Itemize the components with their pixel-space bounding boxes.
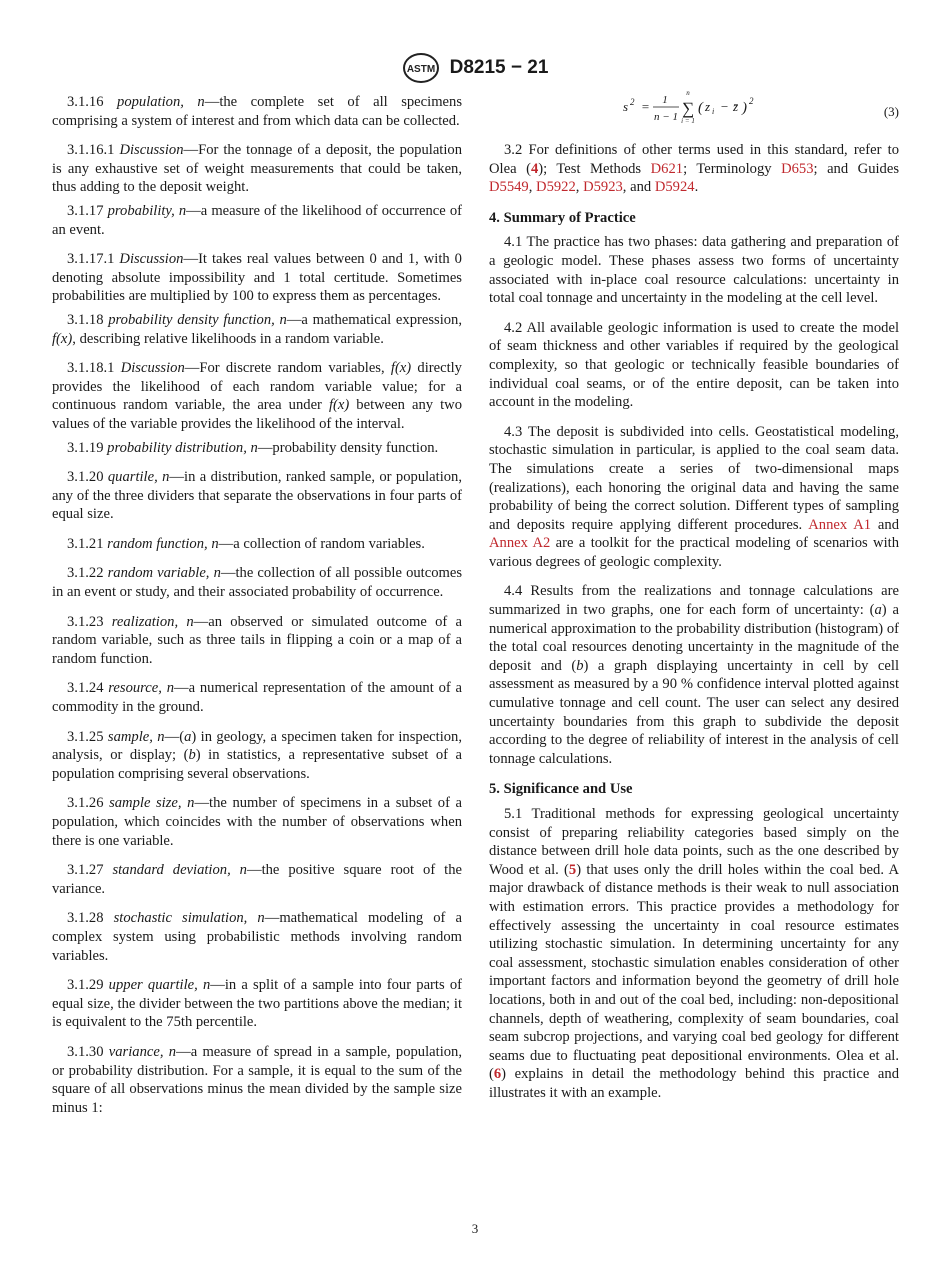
logo-text: ASTM	[406, 64, 435, 75]
definition-resource: 3.1.24 resource, n—a numerical representation of the amount of a commodity in the ground.	[52, 680, 462, 716]
left-column	[52, 93, 462, 1122]
standard-designation: D8215 − 21	[449, 57, 549, 78]
section-5-1: 5.1 Traditional methods for expressing geological uncertainty consist of preparing reliability categories based simply on the distance between drill hole data points, such as the one described by Wood et al. (5) that uses only the drill holes within the coal bed. A major drawback of distance methods is their weak to null association with estimation errors. This practice provides a methodology for effectively assessing the uncertainty in coal resource estimates utilizing stochastic simulation. In determining uncertainty for any coal assessment, stochastic simulation enables consideration of other important factors and information beyond the geometry of drill hole locations, both in and out of the coal bed, including: non-depositional channels, depth of weathering, complexity of seam boundaries, coal seam subcrop projections, and varying coal bed geology for different seams due to fluctuating peat depositional environments. Olea et al. (6) explains in detail the methodology behind this practice and illustrates it with an example.	[489, 806, 899, 1101]
annex-a1-link[interactable]: Annex A1	[808, 516, 872, 533]
ref-6-link[interactable]: 6	[493, 1066, 502, 1083]
eq-paren-open: (	[698, 100, 703, 116]
definition-random-function: 3.1.21 random function, n—a collection of random variables.	[67, 535, 425, 552]
page-header	[0, 52, 950, 84]
definition-upper-quartile: 3.1.29 upper quartile, n—in a split of a sample into four parts of equal size, the divider between the two partitions above the median; it is equivalent to the 75th percentile.	[52, 977, 462, 1031]
eq-zbar: z̄	[733, 99, 739, 114]
annex-a2-link[interactable]: Annex A2	[489, 535, 551, 552]
definition-probability: 3.1.17 probability, n—a measure of the likelihood of occurrence of an event.	[52, 202, 462, 238]
eq-minus: −	[720, 99, 729, 114]
eq-zi: z	[705, 99, 711, 114]
eq-sum-upper: n	[686, 89, 690, 97]
discussion-pdf: 3.1.18.1 Discussion—For discrete random variables, f(x) directly provides the likelihood of each random variable value; for a continuous random variable, the area under f(x) between any two values of the variable provides the likelihood of the interval.	[52, 360, 462, 432]
ref-d5924-link[interactable]: D5924	[654, 179, 695, 196]
ref-d5549-link[interactable]: D5549	[489, 179, 529, 196]
definition-sample: 3.1.25 sample, n—(a) in geology, a specimen taken for inspection, analysis, or display; (b) in statistics, a representative subset of a population comprising several observations.	[52, 728, 462, 782]
ref-d621-link[interactable]: D621	[650, 160, 684, 177]
eq-numerator: 1	[662, 94, 668, 106]
section-4-3: 4.3 The deposit is subdivided into cells. Geostatistical modeling, stochastic simulation in particular, is applied to the coal seam data. The simulations create a series of two-dimensional maps (realizations), each honoring the original data and having the same probability of being the correct solution. Different types of sampling and deposits require applying different procedures. Annex A1 and Annex A2 are a toolkit for the practical modeling of scenarios with various degrees of geologic complexity.	[489, 423, 899, 570]
eq-paren-close: )	[742, 100, 747, 116]
eq-sum-lower: i = 1	[681, 117, 695, 125]
section-4-4: 4.4 Results from the realizations and tonnage calculations are summarized in two graphs, one for each form of uncertainty: (a) a numerical approximation to the probability distribution (histogram) of the total coal resources denoting uncertainty in the magnitude of the deposit and (b) a graph displaying uncertainty in cell by cell assessment as measured by a 90 % confidence interval plotted against cumulative tonnage and cell count. The user can select any desired uncertainty boundaries from this graph to subdivide the deposit according to the degree of reliability of interest in the analysis of cell tonnage calculations.	[489, 583, 899, 767]
page-number: 3	[471, 1221, 479, 1236]
heading-summary-of-practice: 4. Summary of Practice	[489, 209, 636, 226]
eq-equals: =	[641, 99, 650, 114]
definition-random-variable: 3.1.22 random variable, n—the collection of all possible outcomes in an event or study, and their associated probability of occurrence.	[52, 565, 462, 601]
section-4-2: 4.2 All available geologic information is used to create the model of seam thickness and other variables if required by the geological complexity, so that geologic or technically feasible boundaries of individual coal seams, or of the entire deposit, can be taken into account in the modeling.	[489, 319, 899, 411]
eq-denominator: n − 1	[654, 111, 678, 123]
definition-population: 3.1.16 population, n—the complete set of all specimens comprising a system of interest and from which data can be collected.	[52, 94, 462, 129]
equation-number: (3)	[883, 104, 899, 119]
ref-d5922-link[interactable]: D5922	[536, 179, 576, 196]
eq-zi-index: i	[712, 107, 715, 116]
section-3-2: 3.2 For definitions of other terms used in this standard, refer to Olea (4); Test Methods D621; Terminology D653; and Guides D5549, D5922, D5923, and D5924.	[489, 142, 900, 196]
eq-square: 2	[749, 96, 754, 106]
discussion-population: 3.1.16.1 Discussion—For the tonnage of a deposit, the population is any exhaustive set of weight measurements that could be taken, thus adding to the deposit weight.	[52, 142, 463, 196]
eq-lhs-exponent: 2	[630, 97, 635, 107]
ref-d653-link[interactable]: D653	[781, 160, 814, 177]
ref-5-link[interactable]: 5	[568, 861, 577, 878]
ref-4-link[interactable]: 4	[530, 160, 539, 177]
eq-lhs: s	[623, 99, 629, 114]
definition-sample-size: 3.1.26 sample size, n—the number of specimens in a subset of a population, which coincides with the number of observations when there is one variable.	[52, 795, 462, 849]
variance-equation	[489, 89, 899, 133]
right-column	[489, 89, 900, 1108]
definition-pdf: 3.1.18 probability density function, n—a mathematical expression, f(x), describing relative likelihoods in a random variable.	[52, 311, 462, 347]
definition-stochastic-simulation: 3.1.28 stochastic simulation, n—mathematical modeling of a complex system using probabilistic methods involving random variables.	[52, 910, 462, 964]
definition-variance: 3.1.30 variance, n—a measure of spread in a sample, population, or probability distribution. For a sample, it is equal to the sum of the square of all observations minus the mean divided by the sample size minus 1:	[52, 1043, 462, 1116]
eq-sigma: ∑	[681, 99, 695, 118]
astm-logo	[402, 52, 440, 84]
definition-probability-distribution: 3.1.19 probability distribution, n—probability density function.	[67, 439, 439, 456]
ref-d5923-link[interactable]: D5923	[583, 179, 623, 196]
section-4-1: 4.1 The practice has two phases: data gathering and preparation of a geologic model. These phases assess two forms of uncertainty associated with in-place coal resource calculations: uncertainty in total coal tonnage and uncertainty in the modeling at the cell level.	[489, 234, 899, 307]
heading-significance-and-use: 5. Significance and Use	[489, 781, 633, 798]
definition-realization: 3.1.23 realization, n—an observed or simulated outcome of a random variable, such as three tails in flipping a coin or a map of a random function.	[52, 613, 463, 667]
definition-quartile: 3.1.20 quartile, n—in a distribution, ranked sample, or population, any of the three dividers that separate the observations in four parts of equal size.	[52, 469, 462, 523]
definition-standard-deviation: 3.1.27 standard deviation, n—the positive square root of the variance.	[52, 862, 462, 897]
discussion-probability: 3.1.17.1 Discussion—It takes real values between 0 and 1, with 0 denoting absolute impossibility and 1 total certitude. Sometimes probabilities are multiplied by 100 to express them as percentages.	[52, 251, 462, 305]
